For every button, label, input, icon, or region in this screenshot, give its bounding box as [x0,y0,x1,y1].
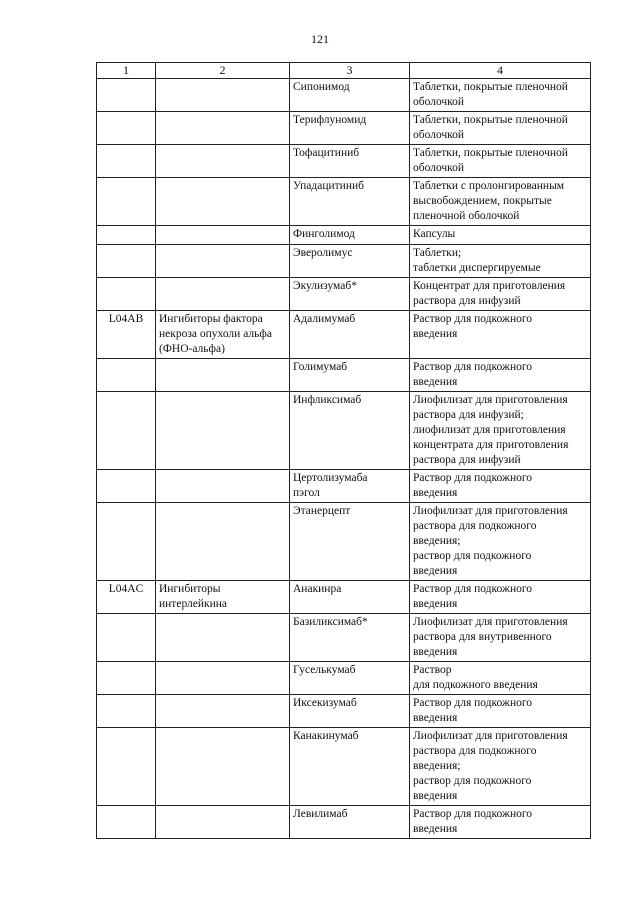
cell-group [156,226,290,245]
cell-drug-name: Гуселькумаб [290,662,410,695]
cell-dosage-form: Раствор для подкожного введения [410,359,591,392]
cell-dosage-form: Раствор для подкожного введения [410,470,591,503]
table-row [97,470,591,503]
cell-dosage-form: Раствор для подкожного введения [410,662,591,695]
cell-group [156,503,290,581]
table-row [97,278,591,311]
table-row [97,728,591,806]
table-row [97,695,591,728]
cell-code [97,503,156,581]
table-row [97,503,591,581]
cell-dosage-form: Таблетки, покрытые пленочной оболочкой [410,145,591,178]
cell-dosage-form: Концентрат для приготовления раствора для инфузий [410,278,591,311]
cell-group [156,728,290,806]
cell-code [97,359,156,392]
cell-dosage-form: Таблетки, покрытые пленочной оболочкой [410,112,591,145]
table-row [97,79,591,112]
cell-drug-name: Цертолизумаба пэгол [290,470,410,503]
cell-group [156,245,290,278]
cell-code [97,278,156,311]
cell-code [97,112,156,145]
page-number: 121 [311,32,329,46]
cell-dosage-form: Лиофилизат для приготовления раствора для внутривенного введения [410,614,591,662]
table-row [97,392,591,470]
cell-drug-name: Инфликсимаб [290,392,410,470]
cell-group [156,806,290,839]
cell-drug-name: Сипонимод [290,79,410,112]
table-row [97,178,591,226]
cell-drug-name: Финголимод [290,226,410,245]
cell-code: L04AC [97,581,156,614]
table-row [97,226,591,245]
cell-dosage-form: Раствор для подкожного введения [410,806,591,839]
table-row [97,112,591,145]
cell-dosage-form: Лиофилизат для приготовления раствора для подкожного введения; раствор для подкожного введения [410,728,591,806]
cell-group: Ингибиторы интерлейкина [156,581,290,614]
cell-drug-name: Анакинра [290,581,410,614]
cell-code [97,806,156,839]
cell-dosage-form: Таблетки; таблетки диспергируемые [410,245,591,278]
column-header-2: 2 [156,63,290,79]
cell-group [156,359,290,392]
cell-code [97,470,156,503]
cell-dosage-form: Таблетки, покрытые пленочной оболочкой [410,79,591,112]
cell-group [156,695,290,728]
cell-group [156,392,290,470]
cell-group [156,470,290,503]
cell-group: Ингибиторы фактора некроза опухоли альфа (ФНО-альфа) [156,311,290,359]
header-row [97,63,591,79]
cell-dosage-form: Раствор для подкожного введения [410,581,591,614]
cell-dosage-form: Лиофилизат для приготовления раствора для инфузий; лиофилизат для приготовления концентрата для приготовления раствора для инфузий [410,392,591,470]
cell-group [156,178,290,226]
cell-group [156,662,290,695]
cell-drug-name: Терифлуномид [290,112,410,145]
cell-code [97,728,156,806]
cell-code [97,226,156,245]
cell-code [97,245,156,278]
drug-table [96,62,591,839]
cell-drug-name: Левилимаб [290,806,410,839]
table-row [97,614,591,662]
table-row [97,581,591,614]
cell-code [97,695,156,728]
column-header-4: 4 [410,63,591,79]
cell-drug-name: Тофацитиниб [290,145,410,178]
cell-drug-name: Базиликсимаб* [290,614,410,662]
cell-code [97,662,156,695]
cell-code [97,79,156,112]
cell-dosage-form: Капсулы [410,226,591,245]
cell-drug-name: Голимумаб [290,359,410,392]
table-row [97,359,591,392]
cell-dosage-form: Таблетки с пролонгированным высвобождением, покрытые пленочной оболочкой [410,178,591,226]
table-row [97,311,591,359]
cell-code [97,145,156,178]
cell-code [97,614,156,662]
cell-drug-name: Иксекизумаб [290,695,410,728]
cell-group [156,614,290,662]
cell-group [156,278,290,311]
cell-drug-name: Канакинумаб [290,728,410,806]
column-header-1: 1 [97,63,156,79]
cell-drug-name: Экулизумаб* [290,278,410,311]
cell-dosage-form: Лиофилизат для приготовления раствора для подкожного введения; раствор для подкожного введения [410,503,591,581]
cell-dosage-form: Раствор для подкожного введения [410,695,591,728]
cell-drug-name: Упадацитиниб [290,178,410,226]
cell-group [156,112,290,145]
table-row [97,662,591,695]
cell-dosage-form: Раствор для подкожного введения [410,311,591,359]
cell-drug-name: Эверолимус [290,245,410,278]
cell-drug-name: Этанерцепт [290,503,410,581]
table-row [97,806,591,839]
cell-drug-name: Адалимумаб [290,311,410,359]
column-header-3: 3 [290,63,410,79]
cell-code: L04AB [97,311,156,359]
table-row [97,245,591,278]
cell-group [156,145,290,178]
cell-group [156,79,290,112]
table-row [97,145,591,178]
cell-code [97,392,156,470]
cell-code [97,178,156,226]
